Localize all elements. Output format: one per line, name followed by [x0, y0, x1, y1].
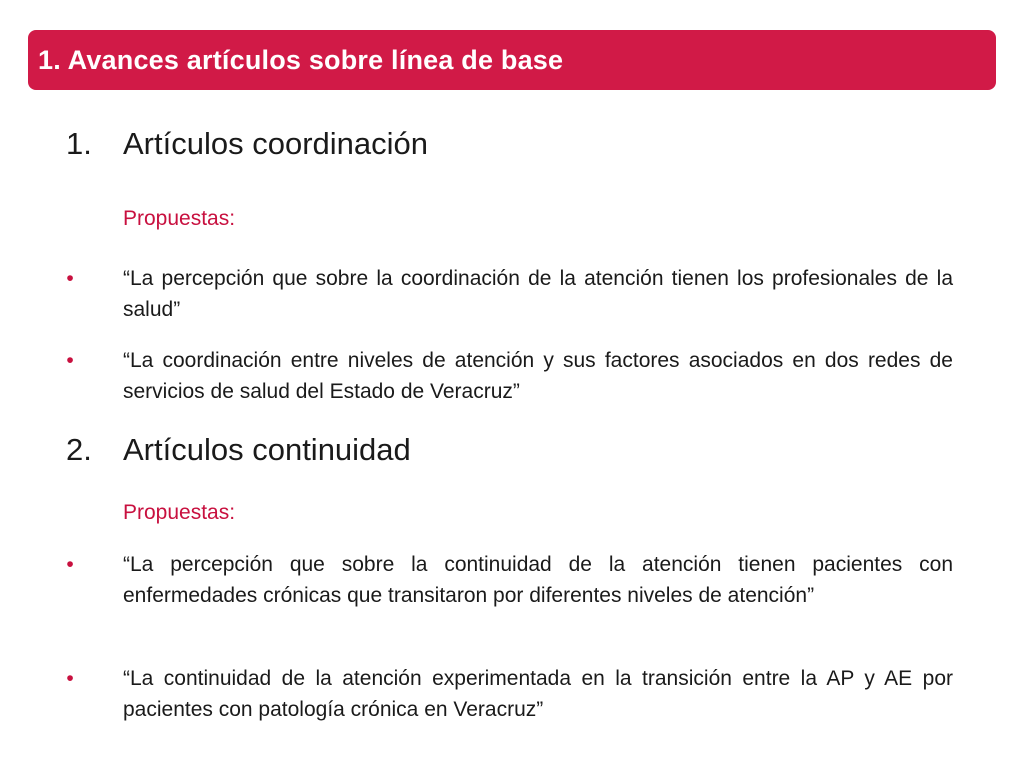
section-title: Artículos continuidad — [123, 432, 411, 467]
sub-label-propuestas: Propuestas: — [123, 501, 236, 524]
list-item — [60, 263, 953, 325]
list-item — [60, 549, 953, 611]
bullet-icon: • — [66, 667, 74, 690]
sub-label-propuestas: Propuestas: — [123, 207, 236, 230]
list-item-text: “La percepción que sobre la coordinación de la atención tienen los profesionales de la salud” — [123, 267, 953, 321]
list-item — [60, 663, 953, 725]
bullet-icon: • — [66, 553, 74, 576]
bullet-icon: • — [66, 349, 74, 372]
bullet-icon: • — [66, 267, 74, 290]
list-item — [60, 345, 953, 407]
section-number: 1. — [66, 126, 92, 161]
section-heading-coordinacion — [66, 126, 428, 162]
section-number: 2. — [66, 432, 92, 467]
section-heading-continuidad — [66, 432, 411, 468]
slide-title: 1. Avances artículos sobre línea de base — [38, 44, 564, 75]
section-title: Artículos coordinación — [123, 126, 428, 161]
list-item-text: “La continuidad de la atención experimentada en la transición entre la AP y AE por pacientes con patología crónica en Veracruz” — [123, 667, 953, 721]
list-item-text: “La coordinación entre niveles de atención y sus factores asociados en dos redes de servicios de salud del Estado de Veracruz” — [123, 349, 953, 403]
list-item-text: “La percepción que sobre la continuidad de la atención tienen pacientes con enfermedades crónicas que transitaron por diferentes niveles de atención” — [123, 553, 953, 607]
